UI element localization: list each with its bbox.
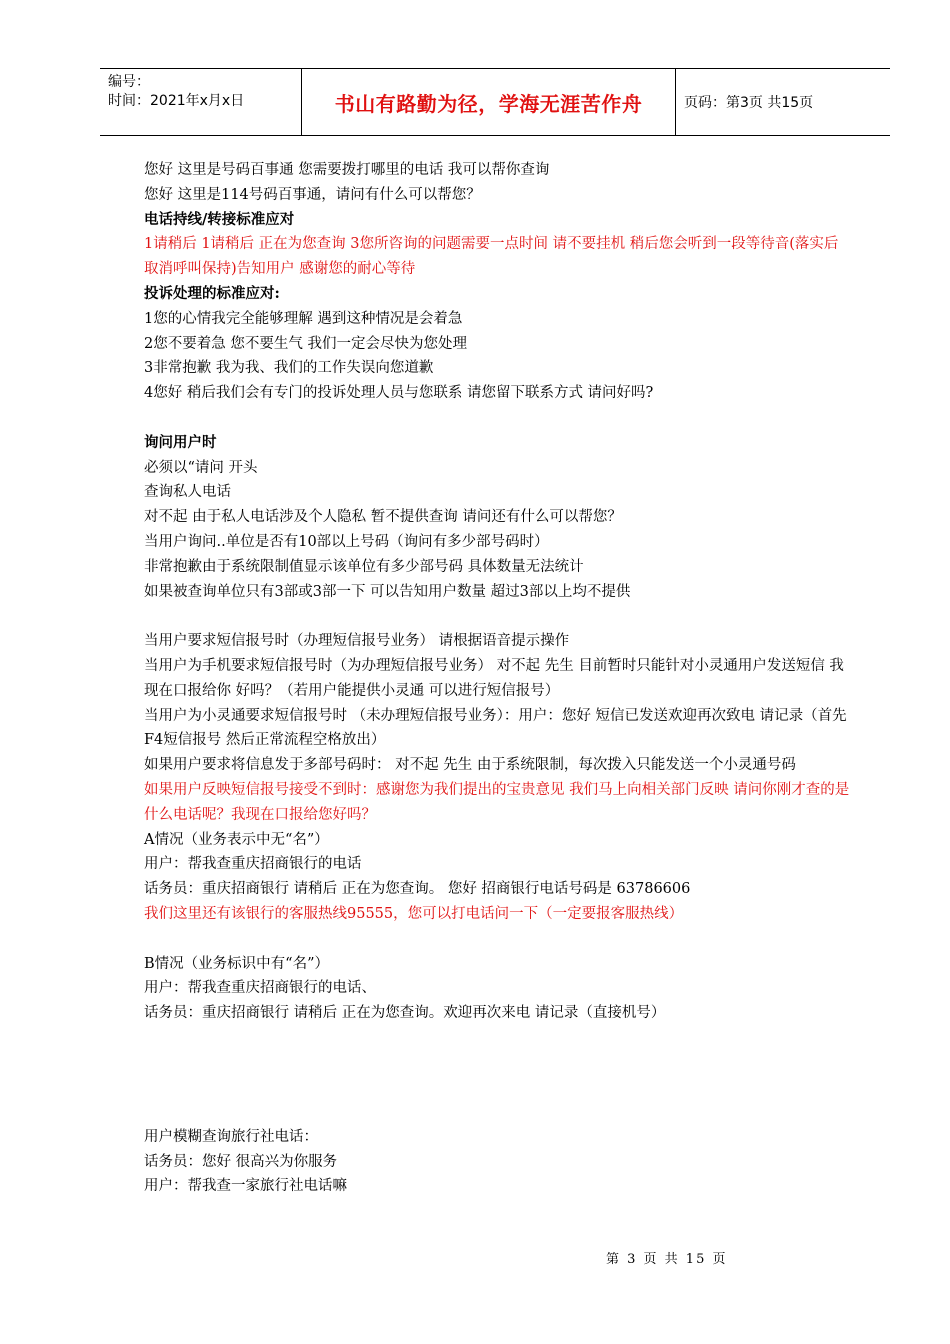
private-phone-script: 对不起 由于私人电话涉及个人隐私 暂不提供查询 请问还有什么可以帮您？ [144, 509, 622, 526]
header-left-cell [100, 69, 302, 135]
document-body [144, 158, 850, 1199]
complaint-line-4: 4您好 稍后我们会有专门的投诉处理人员与您联系 请您留下联系方式 请问好吗? [144, 385, 654, 402]
case-a-heading: A情况（业务表示中无“名”） [144, 831, 329, 848]
case-a-operator: 话务员：重庆招商银行 请稍后 正在为您查询。 您好 招商银行电话号码是 63786606 [144, 881, 691, 898]
sms-phs-line: 当用户为小灵通要求短信报号时 （未办理短信报号业务）：用户：您好 短信已发送欢迎再次致电 请记录（首先F4短信报号 然后正常流程空格放出） [144, 707, 847, 749]
section-heading-complaint: 投诉处理的标准应对: [144, 284, 280, 302]
header-page-code: 页码：第3页 共15页 [684, 95, 814, 111]
sms-request-line: 当用户要求短信报号时（办理短信报号业务） 请根据语音提示操作 [144, 633, 570, 650]
section-heading-hold-transfer: 电话持线/转接标准应对 [144, 210, 295, 228]
ask-user-line-1: 必须以“请问 开头 [144, 459, 258, 476]
greeting-line-2: 您好 这里是114号码百事通，请问有什么可以帮您？ [144, 186, 481, 203]
greeting-line-1: 您好 这里是号码百事通 您需要拨打哪里的电话 我可以帮你查询 [144, 162, 550, 178]
case-a-hotline: 我们这里还有该银行的客服热线95555，您可以打电话问一下（一定要报客服热线） [144, 905, 684, 922]
complaint-line-1: 1您的心情我完全能够理解 遇到这种情况是会着急 [144, 310, 463, 327]
case-b-operator: 话务员：重庆招商银行 请稍后 正在为您查询。欢迎再次来电 请记录（直接机号） [144, 1005, 666, 1022]
section-heading-ask-user: 询问用户时 [144, 433, 217, 451]
unit-count-question: 当用户询问..单位是否有10部以上号码（询问有多少部号码时） [144, 533, 549, 550]
sms-multiple-line: 如果用户要求将信息发于多部号码时： 对不起 先生 由于系统限制，每次拨入只能发送一个小灵通号码 [144, 757, 796, 774]
private-phone-heading: 查询私人电话 [144, 484, 231, 501]
travel-user: 用户：帮我查一家旅行社电话嘛 [144, 1178, 347, 1195]
unit-count-rule: 如果被查询单位只有3部或3部一下 可以告知用户数量 超过3部以上均不提供 [144, 583, 631, 600]
unit-count-answer: 非常抱歉由于系统限制值显示该单位有多少部号码 具体数量无法统计 [144, 558, 584, 575]
page-header [100, 68, 890, 136]
page-footer: 第 3 页 共 15 页 [606, 1252, 728, 1267]
travel-operator: 话务员：您好 很高兴为你服务 [144, 1153, 338, 1170]
complaint-line-3: 3非常抱歉 我为我、我们的工作失误向您道歉 [144, 360, 434, 377]
case-b-heading: B情况（业务标识中有“名”） [144, 955, 329, 972]
case-a-user: 用户：帮我查重庆招商银行的电话 [144, 856, 362, 873]
document-number-label: 编号： [108, 74, 150, 90]
document-time-label: 时间：2021年x月x日 [108, 93, 245, 109]
sms-not-received-line: 如果用户反映短信报号接受不到时：感谢您为我们提出的宝贵意见 我们马上向相关部门反映 请问你刚才查的是什么电话呢？我现在口报给您好吗？ [144, 781, 850, 823]
sms-mobile-line: 当用户为手机要求短信报号时（为办理短信报号业务） 对不起 先生 目前暂时只能针对小灵通用户发送短信 我现在口报给你 好吗？（若用户能提供小灵通 可以进行短信报号） [144, 657, 844, 699]
complaint-line-2: 2您不要着急 您不要生气 我们一定会尽快为您处理 [144, 335, 467, 352]
hold-transfer-script: 1请稍后 1请稍后 正在为您查询 3您所咨询的问题需要一点时间 请不要挂机 稍后您会听到一段等待音(落实后 取消呼叫保持)告知用户 感谢您的耐心等待 [144, 236, 839, 278]
header-motto: 书山有路勤为径，学海无涯苦作舟 [302, 69, 676, 135]
case-b-user: 用户：帮我查重庆招商银行的电话、 [144, 980, 376, 997]
travel-heading: 用户模糊查询旅行社电话： [144, 1128, 318, 1145]
